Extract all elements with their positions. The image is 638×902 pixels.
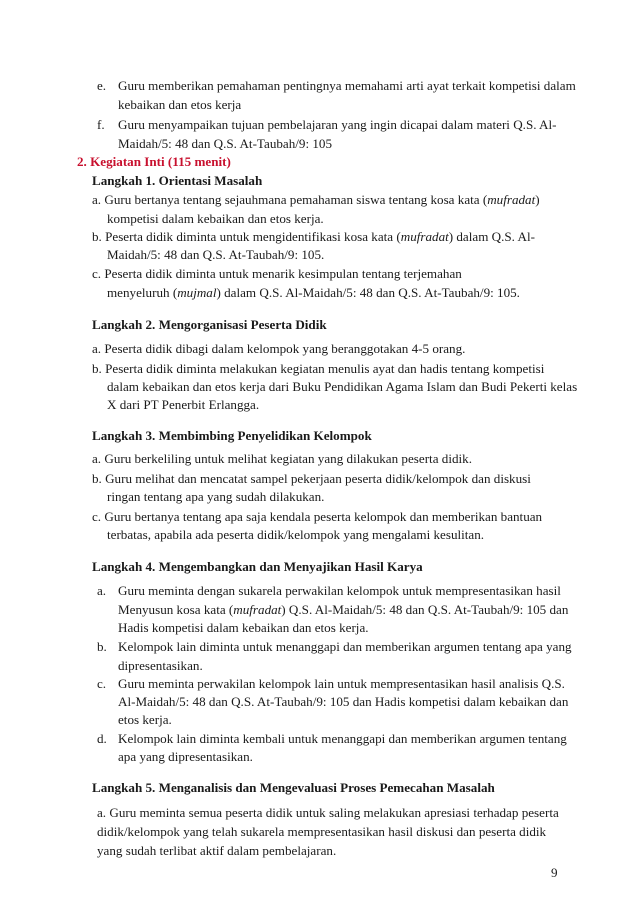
item-text-line: X dari PT Penerbit Erlangga. — [107, 397, 260, 412]
item-text-line: Guru memberikan pemahaman pentingnya memahami arti ayat terkait kompetisi dalam — [118, 78, 576, 93]
item-text-line: a. Guru berkeliling untuk melihat kegiatan yang dilakukan peserta didik. — [92, 451, 472, 466]
item-text-line: yang sudah terlibat aktif dalam pembelajaran. — [97, 843, 337, 858]
item-text-line: Maidah/5: 48 dan Q.S. At-Taubah/9: 105. — [107, 247, 325, 262]
section-title: 2. Kegiatan Inti (115 menit) — [77, 154, 231, 169]
item-text-line: Guru menyampaikan tujuan pembelajaran yang ingin dicapai dalam materi Q.S. Al- — [118, 117, 557, 132]
item-marker: b. — [97, 639, 107, 654]
item-text-line: didik/kelompok yang telah sukarela mempresentasikan hasil diskusi dan peserta didik — [97, 824, 547, 839]
item-text-line: a. Guru meminta semua peserta didik untuk saling melakukan apresiasi terhadap peserta — [97, 805, 559, 820]
item-text-line: Hadis kompetisi dalam kebaikan dan etos kerja. — [118, 620, 369, 635]
item-text-line: b. Peserta didik diminta untuk mengidentifikasi kosa kata (mufradat) dalam Q.S. Al- — [92, 229, 535, 244]
item-marker: e. — [97, 78, 107, 93]
item-text-line: Guru meminta dengan sukarela perwakilan kelompok untuk mempresentasikan hasil — [118, 583, 561, 598]
item-text-line: Kelompok lain diminta untuk menanggapi dan memberikan argumen tentang apa yang — [118, 639, 572, 654]
item-text-line: c. Guru bertanya tentang apa saja kendala peserta kelompok dan memberikan bantuan — [92, 509, 543, 524]
item-text-line: dipresentasikan. — [118, 658, 203, 673]
step-heading: Langkah 4. Mengembangkan dan Menyajikan Hasil Karya — [92, 559, 423, 574]
item-text-line: Menyusun kosa kata (mufradat) Q.S. Al-Maidah/5: 48 dan Q.S. At-Taubah/9: 105 dan — [118, 602, 569, 617]
item-text-line: apa yang dipresentasikan. — [118, 749, 253, 764]
item-text-line: terbatas, apabila ada peserta didik/kelompok yang mengalami kesulitan. — [107, 527, 485, 542]
item-text-line: Maidah/5: 48 dan Q.S. At-Taubah/9: 105 — [118, 136, 333, 151]
item-marker: d. — [97, 731, 107, 746]
item-marker: f. — [97, 117, 105, 132]
item-text-line: kebaikan dan etos kerja — [118, 97, 242, 112]
item-text-line: Al-Maidah/5: 48 dan Q.S. At-Taubah/9: 105 dan Hadis kompetisi dalam kebaikan dan — [118, 694, 569, 709]
item-text-line: ringan tentang apa yang sudah dilakukan. — [107, 489, 325, 504]
item-text-line: kompetisi dalam kebaikan dan etos kerja. — [107, 211, 324, 226]
page-number: 9 — [551, 865, 558, 880]
step-heading: Langkah 2. Mengorganisasi Peserta Didik — [92, 317, 327, 332]
item-marker: c. — [97, 676, 107, 691]
item-text-line: Kelompok lain diminta kembali untuk menanggapi dan memberikan argumen tentang — [118, 731, 567, 746]
step-heading: Langkah 5. Menganalisis dan Mengevaluasi Proses Pemecahan Masalah — [92, 780, 495, 795]
item-text-line: dalam kebaikan dan etos kerja dari Buku Pendidikan Agama Islam dan Budi Pekerti kelas — [107, 379, 578, 394]
step-heading: Langkah 3. Membimbing Penyelidikan Kelompok — [92, 428, 372, 443]
item-text-line: c. Peserta didik diminta untuk menarik kesimpulan tentang terjemahan — [92, 266, 462, 281]
item-text-line: a. Guru bertanya tentang sejauhmana pemahaman siswa tentang kosa kata (mufradat) — [92, 192, 540, 207]
step-heading: Langkah 1. Orientasi Masalah — [92, 173, 263, 188]
item-text-line: a. Peserta didik dibagi dalam kelompok yang beranggotakan 4-5 orang. — [92, 341, 466, 356]
item-text-line: Guru meminta perwakilan kelompok lain untuk mempresentasikan hasil analisis Q.S. — [118, 676, 565, 691]
item-text-line: b. Guru melihat dan mencatat sampel pekerjaan peserta didik/kelompok dan diskusi — [92, 471, 531, 486]
item-marker: a. — [97, 583, 107, 598]
item-text-line: menyeluruh (mujmal) dalam Q.S. Al-Maidah/5: 48 dan Q.S. At-Taubah/9: 105. — [107, 285, 520, 300]
item-text-line: b. Peserta didik diminta melakukan kegiatan menulis ayat dan hadis tentang kompetisi — [92, 361, 545, 376]
item-text-line: etos kerja. — [118, 712, 172, 727]
